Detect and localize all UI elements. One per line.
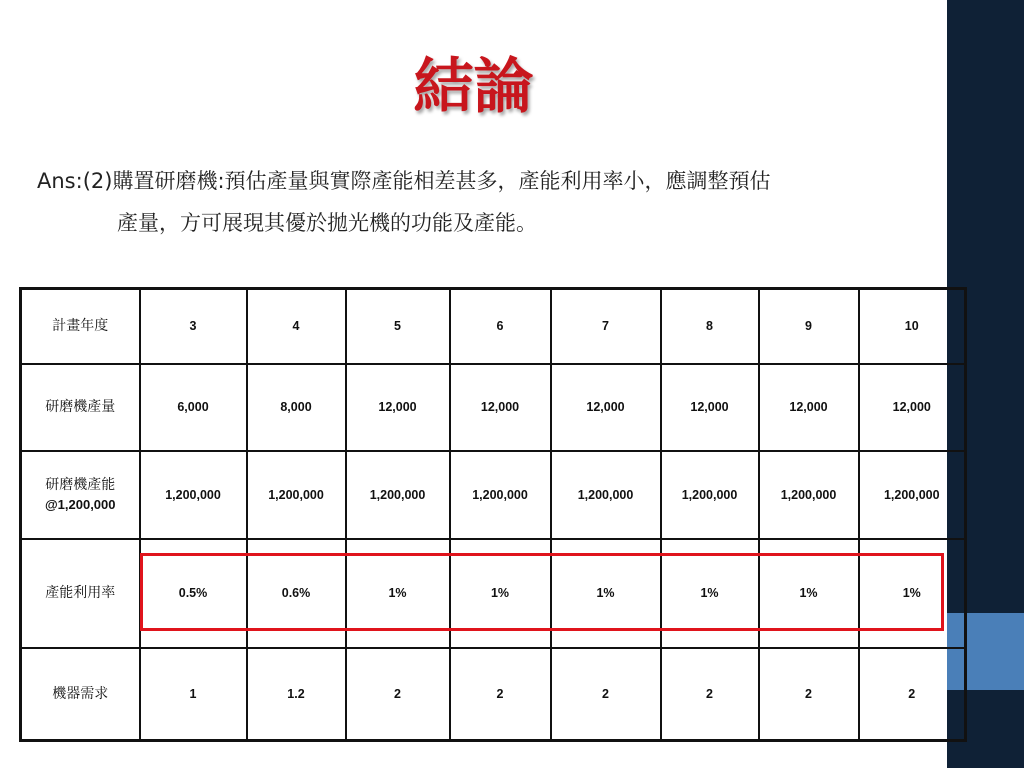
table-cell: 9	[759, 289, 859, 364]
row-header-capacity-line2: @1,200,000	[44, 496, 116, 512]
table-cell: 1	[140, 648, 247, 741]
table-row-machines	[21, 648, 966, 741]
table-cell: 6	[450, 289, 551, 364]
row-header-capacity-line1: 研磨機產能	[45, 476, 116, 493]
table-cell: 12,000	[450, 364, 551, 451]
table-cell: 12,000	[346, 364, 450, 451]
table-cell: 12,000	[551, 364, 661, 451]
table-cell: 12,000	[859, 364, 966, 451]
row-header-machines: 機器需求	[21, 648, 140, 741]
table-cell: 1%	[661, 539, 759, 648]
table-cell: 1%	[346, 539, 450, 648]
table-cell: 1,200,000	[661, 451, 759, 539]
table-cell: 10	[859, 289, 966, 364]
table-cell: 2	[551, 648, 661, 741]
answer-line-2: 產量，方可展現其優於拋光機的功能及產能。	[117, 211, 537, 235]
row-header-utilization: 產能利用率	[21, 539, 140, 648]
table-cell: 1.2	[247, 648, 346, 741]
table-cell: 1%	[551, 539, 661, 648]
table-cell: 2	[859, 648, 966, 741]
table-cell: 12,000	[759, 364, 859, 451]
table-cell: 1,200,000	[859, 451, 966, 539]
table-cell: 2	[346, 648, 450, 741]
row-header-output: 研磨機產量	[21, 364, 140, 451]
table-cell: 4	[247, 289, 346, 364]
table-cell: 1,200,000	[140, 451, 247, 539]
table-cell: 8	[661, 289, 759, 364]
table-cell: 0.6%	[247, 539, 346, 648]
table-cell: 1,200,000	[247, 451, 346, 539]
table-row-year	[21, 289, 966, 364]
table-cell: 2	[450, 648, 551, 741]
table-cell: 1%	[859, 539, 966, 648]
table-cell: 5	[346, 289, 450, 364]
table-cell: 1,200,000	[346, 451, 450, 539]
slide-title: 結論	[413, 52, 534, 122]
table-row-capacity	[21, 451, 966, 539]
table-cell: 8,000	[247, 364, 346, 451]
table-cell: 1,200,000	[450, 451, 551, 539]
table-cell: 1,200,000	[759, 451, 859, 539]
answer-line-1: Ans:(2)購置研磨機:預估產量與實際產能相差甚多，產能利用率小，應調整預估	[37, 169, 771, 193]
table-cell: 7	[551, 289, 661, 364]
table-cell: 6,000	[140, 364, 247, 451]
table-cell: 2	[661, 648, 759, 741]
answer-text	[37, 160, 937, 244]
table-cell: 0.5%	[140, 539, 247, 648]
table-cell: 12,000	[661, 364, 759, 451]
row-header-year: 計畫年度	[21, 289, 140, 364]
table-cell: 1%	[450, 539, 551, 648]
table-row-output	[21, 364, 966, 451]
data-table	[19, 287, 967, 742]
table-row-utilization	[21, 539, 966, 648]
table-cell: 2	[759, 648, 859, 741]
table-cell: 1%	[759, 539, 859, 648]
row-header-capacity	[21, 451, 140, 539]
table-cell: 1,200,000	[551, 451, 661, 539]
table-cell: 3	[140, 289, 247, 364]
